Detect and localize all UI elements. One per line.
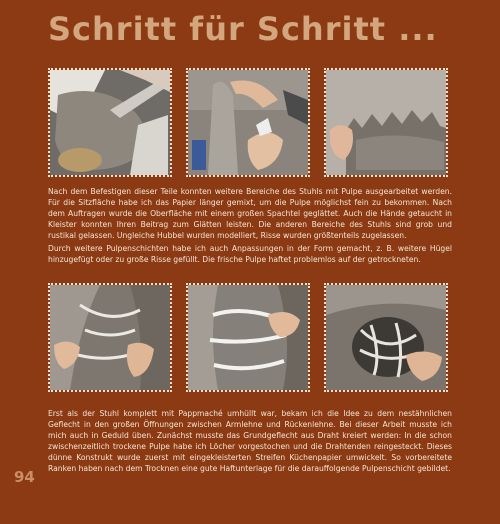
- paragraph-2: Durch weitere Pulpenschichten habe ich auch Anpassungen in der Form gemacht, z. B. weitere Hügel hinzugefügt oder zu große Risse gefüllt. Die frische Pulpe haftet problemlos auf der getrockneten.: [48, 244, 452, 264]
- paragraph-3: Erst als der Stuhl komplett mit Pappmaché umhüllt war, bekam ich die Idee zu dem nestähnlichen Geflecht in den großen Öffnungen zwischen Armlehne und Rückenlehne. Bei dieser Arbeit musste ich mich auch in Geduld üben. Zunächst musste das Grundgeflecht aus Draht kreiert werden: In die schon zwischenzeitlich trockene Pulpe habe ich Löcher vorgestochen und die Drahtenden reingesteckt. Dieses dünne Konstrukt wurde zuerst mit eingekleisterten Streifen Küchenpapier umwickelt. So vorbereitete Ranken haben nach dem Trocknen eine gute Haftunterlage für die darauffolgende Pulpenschicht gebildet.: [48, 409, 452, 473]
- page-title: Schritt für Schritt ...: [48, 10, 438, 48]
- photo-nest-weave: [324, 283, 448, 392]
- page-number: 94: [14, 468, 35, 486]
- photo-hands-pulp: [186, 68, 310, 177]
- photo-row-top: [48, 68, 450, 177]
- photo-paper-wrapped-wire: [186, 283, 310, 392]
- photo-spatula-smoothing: [48, 68, 172, 177]
- photo-wire-weaving: [48, 283, 172, 392]
- paragraph-1: Nach dem Befestigen dieser Teile konnten weitere Bereiche des Stuhls mit Pulpe ausgearbeitet werden. Für die Sitzfläche habe ich das Papier länger gemixt, um die Pulpe möglichst fein zu bekommen. Nach dem Auftragen wurde die Oberfläche mit einem großen Spachtel geglättet. Auch die Hände getaucht in Kleister konnten Ihren Beitrag zum Glätten leisten. Die anderen Bereiche des Stuhls sind grob und rustikal gelassen. Ungleiche Hubbel wurden modelliert, Risse wurden größtenteils zugelassen.: [48, 187, 452, 240]
- photo-row-bottom: [48, 283, 450, 392]
- photo-spiky-backrest: [324, 68, 448, 177]
